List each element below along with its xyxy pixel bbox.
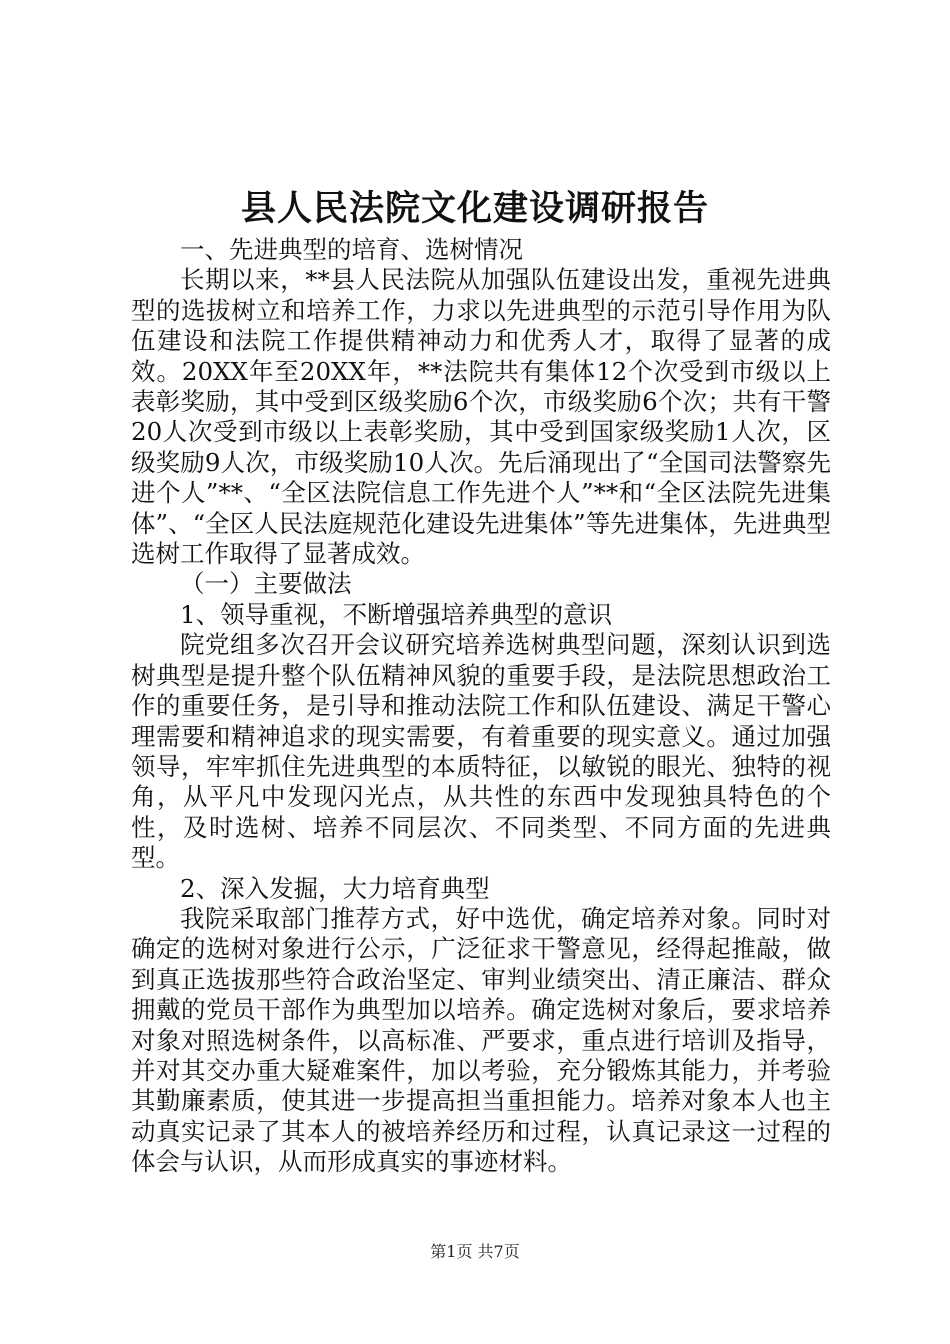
paragraph-intro: 长期以来，**县人民法院从加强队伍建设出发，重视先进典型的选拔树立和培养工作，力求以先进典型的示范引导作用为队伍建设和法院工作提供精神动力和优秀人才，取得了显著的成效。20XX年至20XX年，**法院共有集体12个次受到市级以上表彰奖励，其中受到区级奖励6个次，市级奖励6个次；共有干警20人次受到市级以上表彰奖励，其中受到国家级奖励1人次，区级奖励9人次，市级奖励10人次。先后涌现出了“全国司法警察先进个人”**、“全区法院信息工作先进个人”**和“全区法院先进集体”、“全区人民法庭规范化建设先进集体”等先进集体，先进典型选树工作取得了显著成效。: [131, 265, 831, 569]
point-heading-1: 1、领导重视，不断增强培养典型的意识: [180, 599, 613, 629]
paragraph-point-1: 院党组多次召开会议研究培养选树典型问题，深刻认识到选树典型是提升整个队伍精神风貌的重要手段，是法院思想政治工作的重要任务，是引导和推动法院工作和队伍建设、满足干警心理需要和精神追求的现实需要，有着重要的现实意义。通过加强领导，牢牢抓住先进典型的本质特征，以敏锐的眼光、独特的视角，从平凡中发现闪光点，从共性的东西中发现独具特色的个性，及时选树、培养不同层次、不同类型、不同方面的先进典型。: [131, 630, 831, 873]
point-heading-2: 2、深入发掘，大力培育典型: [180, 873, 490, 903]
page-footer: 第1页 共7页: [430, 1242, 520, 1261]
section-heading-1: 一、先进典型的培育、选树情况: [180, 235, 523, 264]
subsection-heading-1: （一）主要做法: [180, 569, 352, 599]
paragraph-point-2: 我院采取部门推荐方式，好中选优，确定培养对象。同时对确定的选树对象进行公示，广泛征求干警意见，经得起推敲，做到真正选拔那些符合政治坚定、审判业绩突出、清正廉洁、群众拥戴的党员干部作为典型加以培养。确定选树对象后，要求培养对象对照选树条件，以高标准、严要求，重点进行培训及指导，并对其交办重大疑难案件，加以考验，充分锻炼其能力，并考验其勤廉素质，使其进一步提高担当重担能力。培养对象本人也主动真实记录了其本人的被培养经历和过程，认真记录这一过程的体会与认识，从而形成真实的事迹材料。: [131, 903, 831, 1177]
document-body: [131, 235, 831, 1178]
document-title: 县人民法院文化建设调研报告: [240, 188, 709, 229]
